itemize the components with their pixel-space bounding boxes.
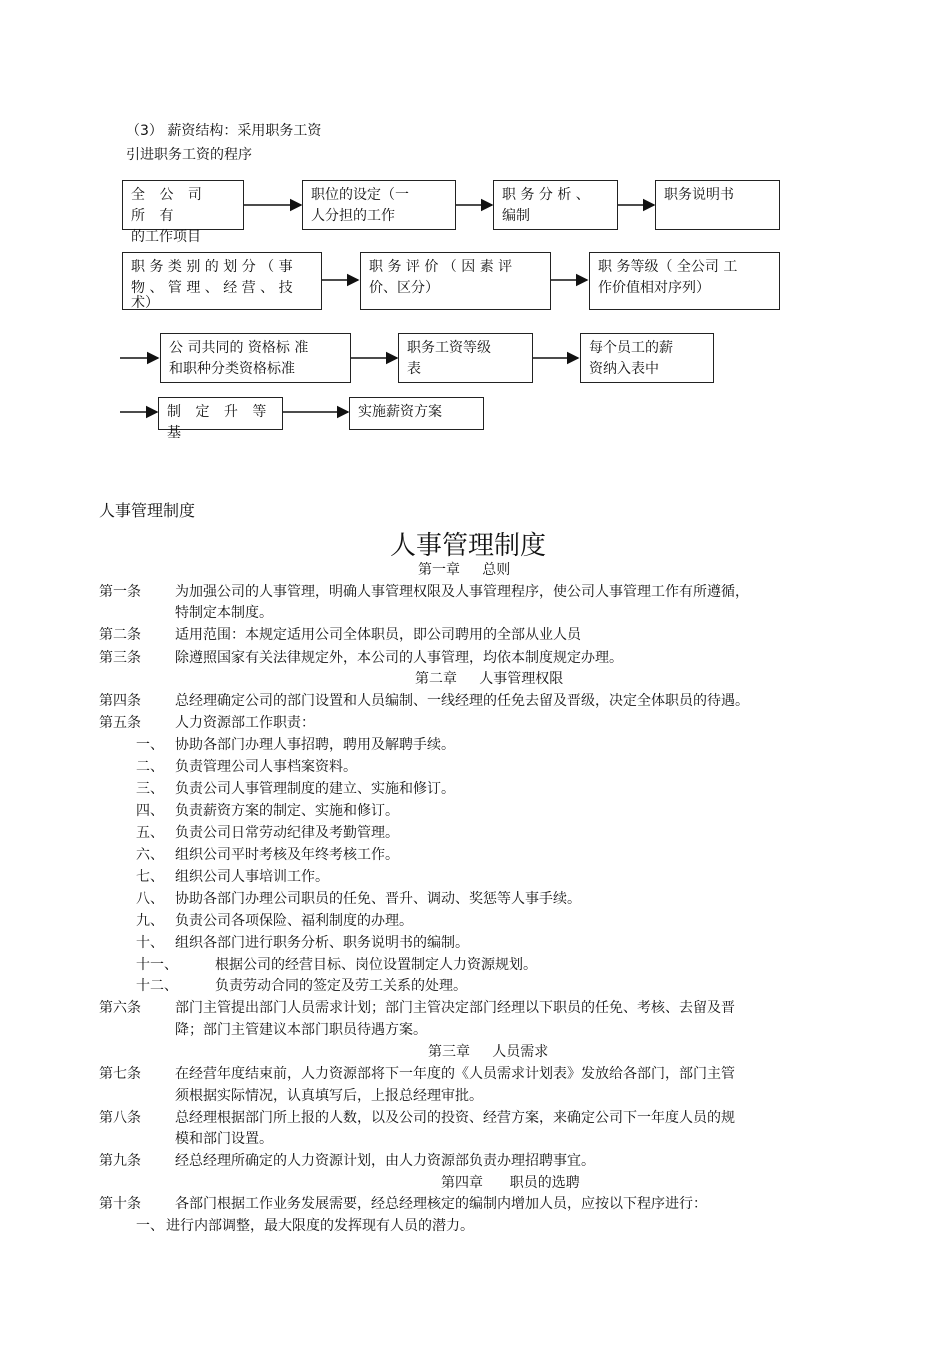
duty-number: 四、: [136, 803, 164, 819]
flow-box-wage-grade-table: [398, 333, 533, 383]
article-1-line-1: 为加强公司的人事管理，明确人事管理权限及人事管理程序，使公司人事管理工作有所遵循，: [175, 584, 749, 600]
duty-number: 十、: [136, 935, 164, 951]
duty-number: 六、: [136, 847, 164, 863]
article-10-text: 各部门根据工作业务发展需要，经总经理核定的编制内增加人员，应按以下程序进行：: [175, 1196, 707, 1212]
flow-box-qualification-standard: [160, 333, 351, 383]
duty-number: 十一、: [136, 957, 178, 973]
duty-number: 九、: [136, 913, 164, 929]
flow-box-job-description: [655, 180, 780, 230]
flow-box-job-grade: [589, 252, 780, 310]
box-line: 公 司共同的 资格标 准: [169, 340, 309, 356]
box-line: 职 务等级（ 全公司 工: [598, 259, 738, 275]
flow-box-job-evaluation: [360, 252, 551, 310]
chapter-1-heading: 第一章 总则: [418, 562, 511, 578]
flow-box-job-classification: [122, 252, 322, 310]
duty-number: 八、: [136, 891, 164, 907]
article-3-text: 除遵照国家有关法律规定外，本公司的人事管理，均依本制度规定办理。: [175, 650, 623, 666]
flow-subcaption: 引进职务工资的程序: [126, 147, 252, 163]
article-10-sub-text: 进行内部调整，最大限度的发挥现有人员的潜力。: [166, 1218, 474, 1234]
box-line: 职务工资等级: [407, 340, 491, 356]
box-line: 制 定 升 等 基: [167, 404, 272, 441]
article-1-label: 第一条: [99, 584, 141, 600]
duty-number: 一、: [136, 737, 164, 753]
duty-text: 协助各部门办理公司职员的任免、晋升、调动、奖惩等人事手续。: [175, 891, 581, 907]
duty-text: 组织各部门进行职务分析、职务说明书的编制。: [175, 935, 469, 951]
small-heading: 人事管理制度: [99, 501, 196, 520]
duty-text: 负责薪资方案的制定、实施和修订。: [175, 803, 399, 819]
duty-text: 负责公司日常劳动纪律及考勤管理。: [175, 825, 399, 841]
duty-text: 根据公司的经营目标、岗位设置制定人力资源规划。: [215, 957, 537, 973]
box-line: 职 务 评 价 （ 因 素 评: [369, 259, 513, 275]
box-line: 表: [407, 361, 421, 377]
flow-box-all-work-items: [122, 180, 244, 245]
box-line: 人分担的工作: [311, 208, 395, 224]
box-line: 术）: [131, 295, 159, 311]
duty-text: 负责公司人事管理制度的建立、实施和修订。: [175, 781, 455, 797]
article-8-label: 第八条: [99, 1110, 141, 1126]
box-line: 职 务 类 别 的 划 分 （ 事: [131, 259, 293, 275]
article-9-label: 第九条: [99, 1153, 141, 1169]
article-9-text: 经总经理所确定的人力资源计划，由人力资源部负责办理招聘事宜。: [175, 1153, 595, 1169]
chapter-3-heading: 第三章 人员需求: [428, 1044, 549, 1060]
chapter-4-heading: 第四章 职员的选聘: [441, 1175, 580, 1191]
duty-number: 七、: [136, 869, 164, 885]
article-6-line-2: 降；部门主管建议本部门职员待遇方案。: [175, 1022, 427, 1038]
box-line: 价、区分）: [369, 280, 439, 296]
box-line: 资纳入表中: [589, 361, 659, 377]
flow-box-position-setting: [302, 180, 456, 230]
article-4-label: 第四条: [99, 693, 141, 709]
article-7-label: 第七条: [99, 1066, 141, 1082]
duty-number: 二、: [136, 759, 164, 775]
box-line: 的工作项目: [131, 229, 201, 245]
box-line: 职位的设定（一: [311, 187, 409, 203]
article-2-label: 第二条: [99, 627, 141, 643]
duty-text: 组织公司平时考核及年终考核工作。: [175, 847, 399, 863]
duty-text: 负责劳动合同的签定及劳工关系的处理。: [215, 978, 467, 994]
box-line: 作价值相对序列）: [598, 280, 710, 296]
duty-text: 负责管理公司人事档案资料。: [175, 759, 357, 775]
article-8-line-2: 模和部门设置。: [175, 1131, 273, 1147]
duty-text: 协助各部门办理人事招聘，聘用及解聘手续。: [175, 737, 455, 753]
duty-text: 组织公司人事培训工作。: [175, 869, 329, 885]
article-7-line-1: 在经营年度结束前，人力资源部将下一年度的《人员需求计划表》发放给各部门，部门主管: [175, 1066, 735, 1082]
article-3-label: 第三条: [99, 650, 141, 666]
article-5-text: 人力资源部工作职责：: [175, 715, 315, 731]
article-6-line-1: 部门主管提出部门人员需求计划；部门主管决定部门经理以下职员的任免、考核、去留及晋: [175, 1000, 735, 1016]
article-8-line-1: 总经理根据部门所上报的人数，以及公司的投资、经营方案，来确定公司下一年度人员的规: [175, 1110, 735, 1126]
flow-box-implement-salary-plan: [349, 397, 484, 430]
article-10-sub-number: 一、: [136, 1218, 164, 1234]
duty-number: 三、: [136, 781, 164, 797]
article-6-label: 第六条: [99, 1000, 141, 1016]
chapter-2-heading: 第二章 人事管理权限: [415, 671, 564, 687]
duty-text: 负责公司各项保险、福利制度的办理。: [175, 913, 413, 929]
box-line: 每个员工的薪: [589, 340, 673, 356]
box-line: 和职种分类资格标准: [169, 361, 295, 377]
box-line: 职务说明书: [664, 187, 734, 203]
box-line: 实施薪资方案: [358, 404, 442, 420]
article-1-line-2: 特制定本制度。: [175, 605, 273, 621]
box-line: 职 务 分 析 、: [502, 187, 590, 203]
article-5-label: 第五条: [99, 715, 141, 731]
box-line: 全 公 司 所 有: [131, 187, 207, 224]
flow-box-employee-salary-entry: [580, 333, 714, 383]
box-line: 物 、 管 理 、 经 营 、 技: [131, 280, 293, 296]
flow-caption: （3） 薪资结构：采用职务工资: [126, 123, 322, 139]
article-10-label: 第十条: [99, 1196, 141, 1212]
page-title: 人事管理制度: [390, 531, 547, 561]
article-2-text: 适用范围：本规定适用公司全体职员，即公司聘用的全部从业人员: [175, 627, 581, 643]
box-line: 编制: [502, 208, 530, 224]
duty-number: 十二、: [136, 978, 178, 994]
flow-box-promotion-standard: [158, 397, 283, 441]
article-7-line-2: 须根据实际情况，认真填写后，上报总经理审批。: [175, 1088, 483, 1104]
article-4-text: 总经理确定公司的部门设置和人员编制、一线经理的任免去留及晋级，决定全体职员的待遇。: [175, 693, 749, 709]
flow-box-job-analysis: [493, 180, 618, 230]
duty-number: 五、: [136, 825, 164, 841]
